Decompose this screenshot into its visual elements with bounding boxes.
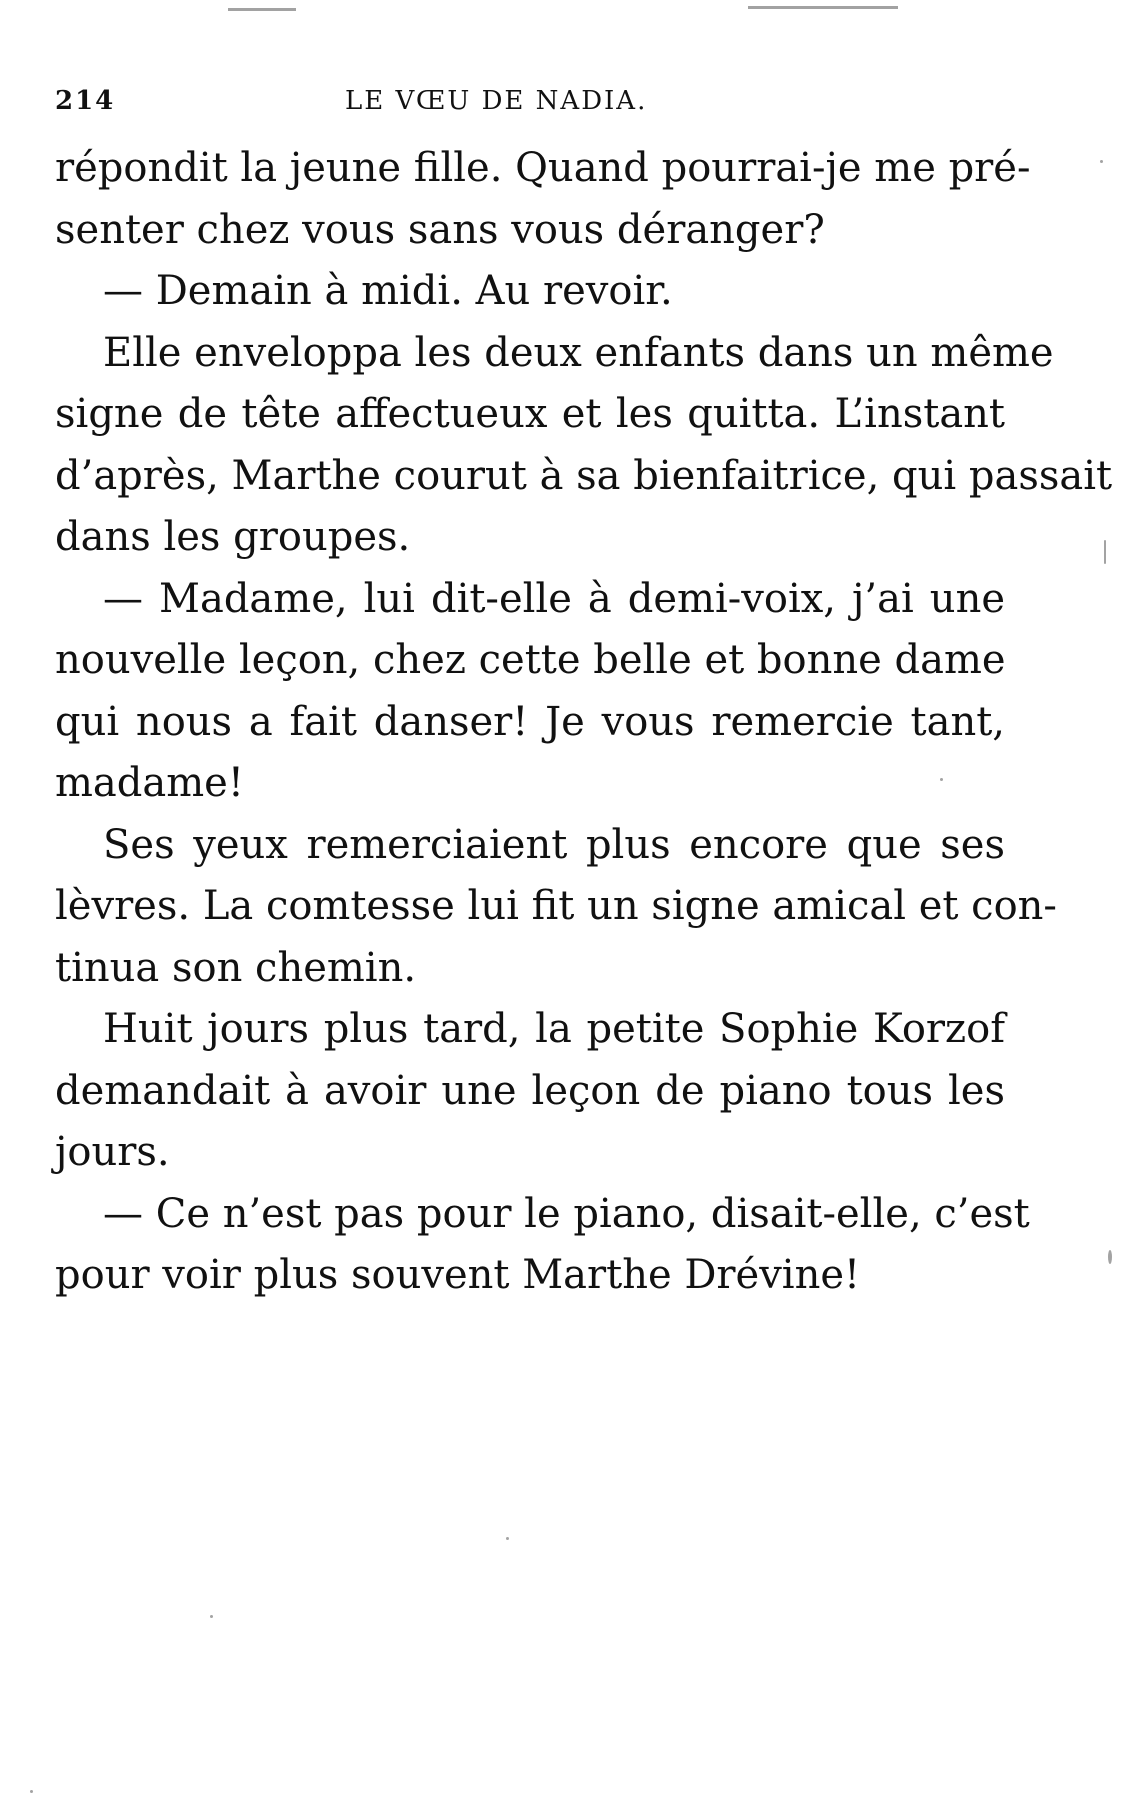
text-line: répondit la jeune fille. Quand pourrai-je me pré- [55, 145, 1031, 191]
text-line: demandait à avoir une leçon de piano tous les [55, 1067, 1005, 1114]
running-title: LE VŒU DE NADIA. [345, 86, 648, 116]
text-line: qui nous a fait danser! Je vous remercie tant, [55, 698, 1005, 745]
text-line: — Ce n’est pas pour le piano, disait-elle, c’est [103, 1190, 1030, 1237]
text-line: d’après, Marthe courut à sa bienfaitrice, qui passait [55, 452, 1113, 499]
text-line: Ses yeux remerciaient plus encore que ses [103, 821, 1005, 868]
text-line: tinua son chemin. [55, 944, 417, 991]
running-header [55, 86, 1005, 126]
scan-speck [940, 778, 943, 781]
page-number: 214 [55, 86, 116, 116]
text-line: dans les groupes. [55, 514, 411, 560]
text-line: — Demain à midi. Au revoir. [103, 268, 673, 314]
body-text [55, 138, 1113, 1307]
scan-speck [1104, 540, 1106, 564]
scan-artifact [228, 8, 296, 11]
text-line: jours. [55, 1129, 170, 1175]
scan-speck [210, 1615, 213, 1618]
scan-speck [30, 1790, 33, 1793]
text-line: nouvelle leçon, chez cette belle et bonne dame [55, 637, 1006, 683]
scan-artifact [748, 6, 898, 9]
text-line: senter chez vous sans vous déranger? [55, 206, 825, 253]
text-line: — Madame, lui dit-elle à demi-voix, j’ai une [103, 575, 1005, 622]
scan-speck [1100, 160, 1103, 163]
scan-speck [1108, 1250, 1112, 1264]
text-line: Huit jours plus tard, la petite Sophie Korzof [103, 1006, 1005, 1052]
text-line: Elle enveloppa les deux enfants dans un même [103, 329, 1054, 376]
scan-speck [506, 1537, 509, 1540]
text-line: lèvres. La comtesse lui fit un signe amical et con- [55, 883, 1057, 929]
text-line: madame! [55, 760, 244, 806]
text-line: signe de tête affectueux et les quitta. L’instant [55, 391, 1005, 437]
text-line: pour voir plus souvent Marthe Drévine! [55, 1252, 861, 1298]
